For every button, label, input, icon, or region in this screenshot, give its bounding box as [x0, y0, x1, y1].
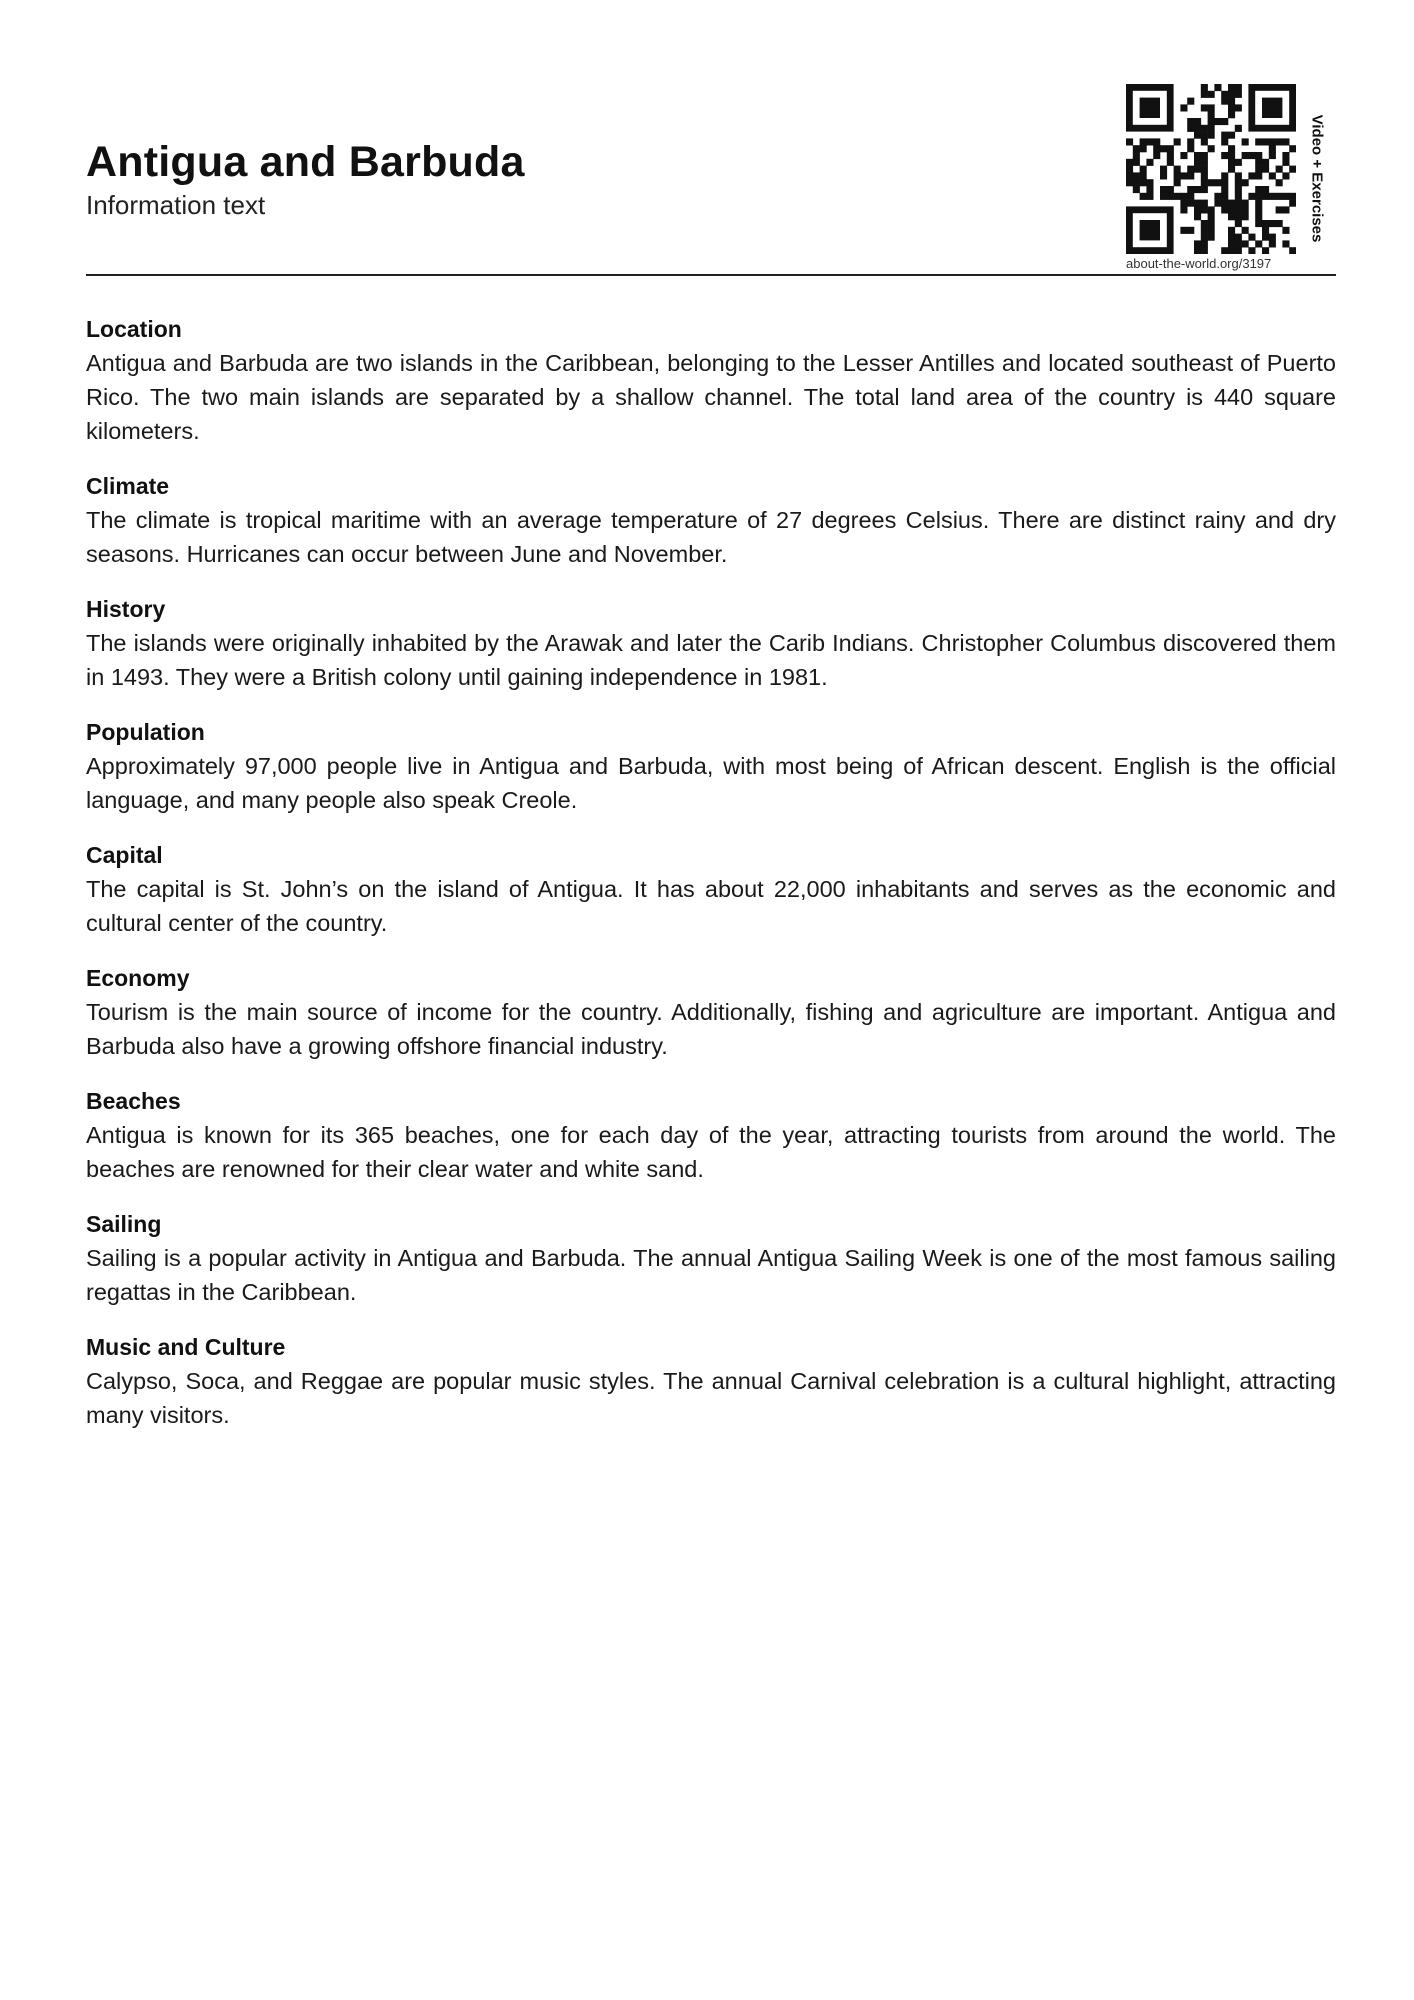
page-header [86, 60, 1336, 276]
qr-code-icon[interactable] [1126, 84, 1296, 254]
section-capital [86, 838, 1336, 940]
section-heading: Beaches [86, 1088, 181, 1114]
section-sailing [86, 1207, 1336, 1309]
section-music-and-culture [86, 1330, 1336, 1432]
section-text: Sailing is a popular activity in Antigua and Barbuda. The annual Antigua Sailing Week is one of the most famous sailing regattas in the Caribbean. [86, 1245, 1336, 1305]
section-text: The capital is St. John’s on the island of Antigua. It has about 22,000 inhabitants and serves as the economic and cultural center of the country. [86, 876, 1336, 936]
section-heading: Population [86, 719, 205, 745]
section-text: Calypso, Soca, and Reggae are popular music styles. The annual Carnival celebration is a cultural highlight, attracting many visitors. [86, 1368, 1336, 1428]
section-text: The climate is tropical maritime with an average temperature of 27 degrees Celsius. There are distinct rainy and dry seasons. Hurricanes can occur between June and November. [86, 507, 1336, 567]
qr-url-link[interactable]: about-the-world.org/3197 [1126, 256, 1272, 271]
section-text: Antigua and Barbuda are two islands in the Caribbean, belonging to the Lesser Antilles and located southeast of Puerto Rico. The two main islands are separated by a shallow channel. The total land area of the country is 440 square kilometers. [86, 350, 1336, 444]
section-heading: Climate [86, 473, 170, 499]
video-exercises-label: Video + Exercises [1308, 114, 1326, 243]
section-beaches [86, 1084, 1336, 1186]
section-heading: History [86, 596, 166, 622]
section-text: The islands were originally inhabited by the Arawak and later the Carib Indians. Christopher Columbus discovered them in 1493. They were a British colony until gaining independence in 1981. [86, 630, 1336, 690]
section-population [86, 715, 1336, 817]
section-heading: Economy [86, 965, 190, 991]
section-climate [86, 469, 1336, 571]
section-heading: Sailing [86, 1211, 162, 1237]
section-economy [86, 961, 1336, 1063]
section-heading: Music and Culture [86, 1334, 286, 1360]
section-text: Antigua is known for its 365 beaches, one for each day of the year, attracting tourists from around the world. The beaches are renowned for their clear water and white sand. [86, 1122, 1336, 1182]
page-subtitle: Information text [86, 190, 266, 220]
section-text: Approximately 97,000 people live in Antigua and Barbuda, with most being of African descent. English is the official language, and many people also speak Creole. [86, 753, 1336, 813]
page-title: Antigua and Barbuda [86, 138, 525, 186]
side-label [1304, 108, 1324, 258]
main-content [86, 312, 1336, 1453]
section-heading: Location [86, 316, 182, 342]
section-text: Tourism is the main source of income for the country. Additionally, fishing and agriculture are important. Antigua and Barbuda also have a growing offshore financial industry. [86, 999, 1336, 1059]
section-location [86, 312, 1336, 448]
section-history [86, 592, 1336, 694]
section-heading: Capital [86, 842, 163, 868]
